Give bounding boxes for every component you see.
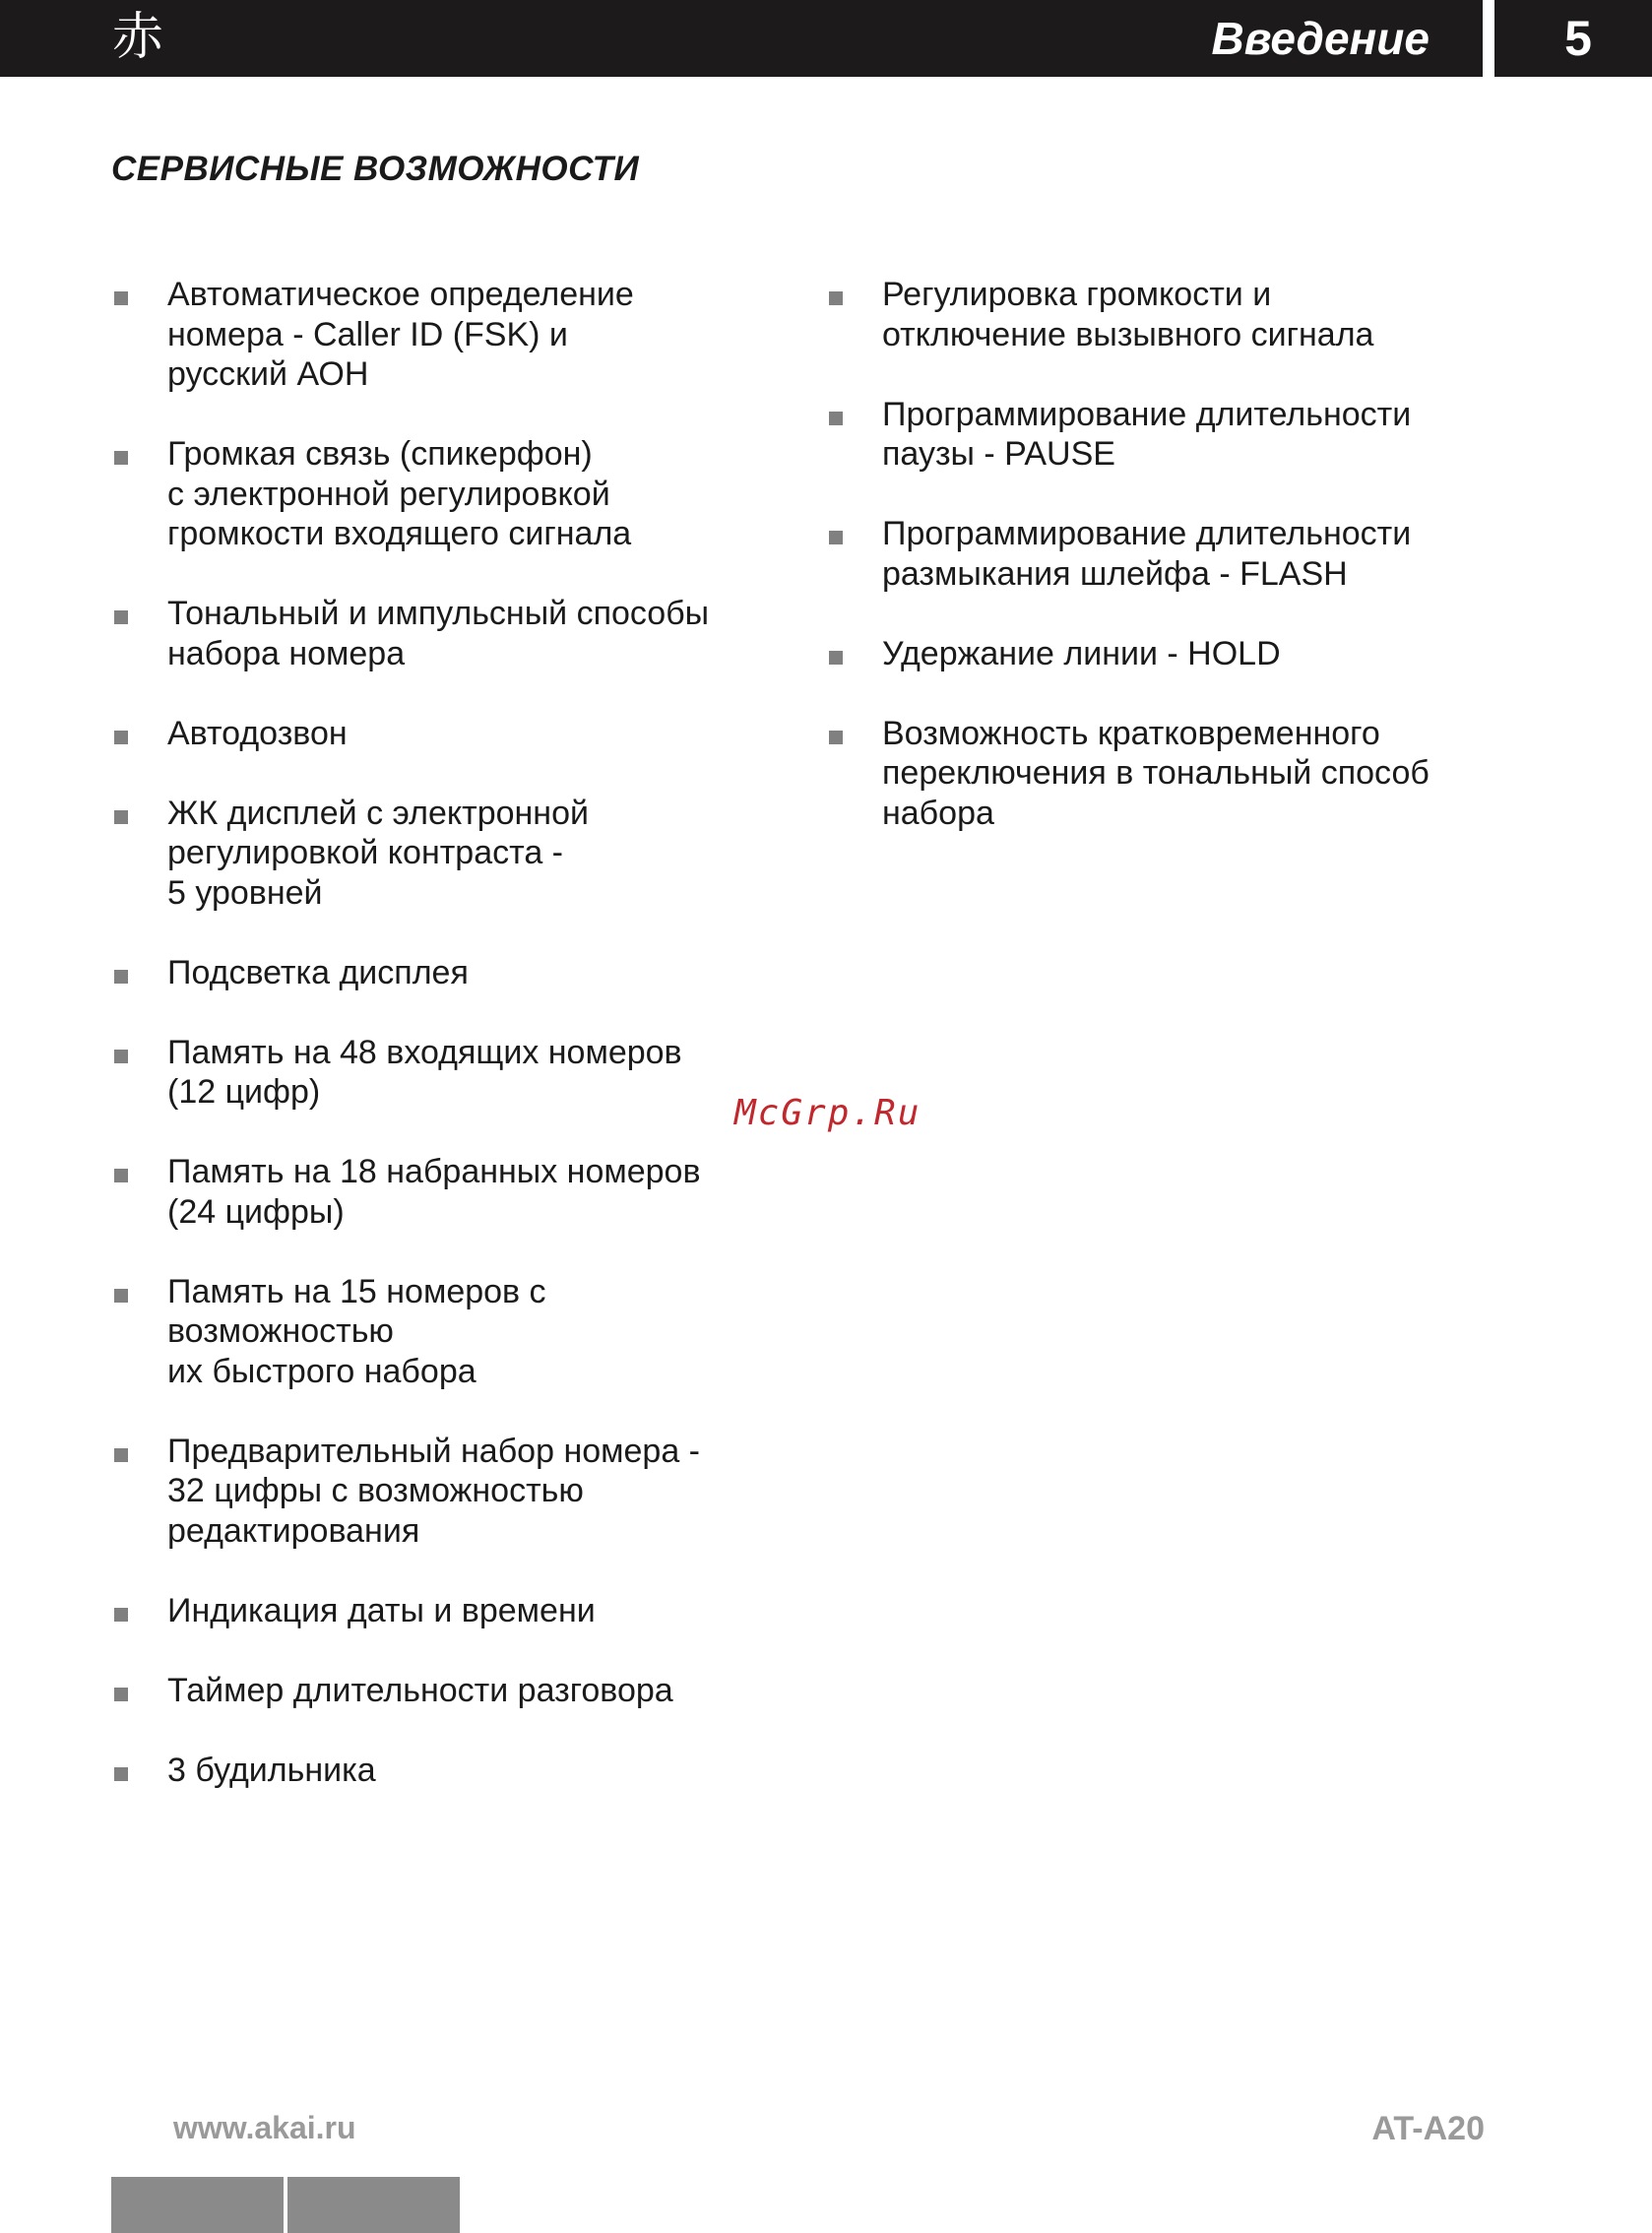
list-item-text: Громкая связь (спикерфон) с электронной регулировкой громкости входящего сигнала (167, 435, 632, 552)
bullet-icon (114, 731, 128, 744)
bullet-icon (114, 810, 128, 824)
list-item-text: Автодозвон (167, 714, 348, 752)
list-item-text: Подсветка дисплея (167, 953, 469, 991)
list-item-text: Память на 15 номеров с возможностью их быстрого набора (167, 1272, 546, 1390)
footer-model: AT-A20 (1371, 2110, 1485, 2147)
page-number: 5 (1564, 11, 1592, 66)
list-item (826, 714, 1515, 834)
page-heading: СЕРВИСНЫЕ ВОЗМОЖНОСТИ (111, 150, 640, 188)
list-item-text: Программирование длительности паузы - PAUSE (882, 395, 1412, 473)
list-item-text: Возможность кратковременного переключения в тональный способ набора (882, 714, 1430, 832)
bullet-icon (829, 412, 843, 425)
bullet-icon (114, 610, 128, 624)
list-item (826, 275, 1515, 354)
bullet-icon (829, 651, 843, 665)
list-item (111, 1591, 781, 1631)
list-item (111, 714, 781, 754)
list-item (111, 794, 781, 914)
list-item (826, 514, 1515, 594)
bullet-icon (114, 1688, 128, 1701)
list-item (826, 395, 1515, 475)
list-item-text: ЖК дисплей с электронной регулировкой контраста - 5 уровней (167, 794, 589, 912)
list-item (111, 1432, 781, 1552)
page-number-box (1494, 0, 1652, 77)
bullet-icon (829, 731, 843, 744)
bullet-icon (114, 291, 128, 305)
list-item-text: Индикация даты и времени (167, 1591, 596, 1629)
list-item (111, 434, 781, 554)
footer-tab-block (111, 2177, 284, 2233)
list-item-text: Программирование длительности размыкания шлейфа - FLASH (882, 515, 1412, 593)
list-item-text: Память на 18 набранных номеров (24 цифры) (167, 1153, 701, 1231)
header-divider (1483, 0, 1494, 77)
list-item (111, 275, 781, 395)
list-item-text: 3 будильника (167, 1751, 376, 1789)
list-item (826, 634, 1515, 674)
bullet-icon (829, 291, 843, 305)
list-item-text: Тональный и импульсный способы набора номера (167, 595, 710, 672)
list-item-text: Регулировка громкости и отключение вызывного сигнала (882, 276, 1374, 353)
list-item-text: Предварительный набор номера - 32 цифры с возможностью редактирования (167, 1432, 700, 1550)
footer-url[interactable]: www.akai.ru (173, 2110, 356, 2145)
list-item-text: Память на 48 входящих номеров (12 цифр) (167, 1033, 682, 1111)
section-title: Введение (1211, 13, 1430, 64)
footer-tab-block (287, 2177, 460, 2233)
bullet-icon (114, 1289, 128, 1303)
bullet-icon (114, 1050, 128, 1063)
list-item (111, 1751, 781, 1791)
list-item-text: Автоматическое определение номера - Caller ID (FSK) и русский АОН (167, 276, 634, 393)
list-item (111, 594, 781, 673)
features-list-right (826, 275, 1515, 873)
list-item (111, 1272, 781, 1392)
list-item-text: Удержание линии - HOLD (882, 634, 1281, 672)
list-item (111, 953, 781, 993)
list-item (111, 1671, 781, 1711)
list-item (111, 1152, 781, 1232)
bullet-icon (114, 1608, 128, 1622)
list-item-text: Таймер длительности разговора (167, 1671, 673, 1709)
bullet-icon (114, 1767, 128, 1781)
bullet-icon (114, 1448, 128, 1462)
bullet-icon (114, 451, 128, 465)
logo-glyph: 赤 (111, 8, 163, 67)
watermark-link[interactable]: McGrp.Ru (734, 1093, 921, 1133)
bullet-icon (114, 970, 128, 984)
bullet-icon (829, 531, 843, 544)
bullet-icon (114, 1169, 128, 1182)
features-list-left (111, 275, 781, 1830)
list-item (111, 1033, 781, 1113)
